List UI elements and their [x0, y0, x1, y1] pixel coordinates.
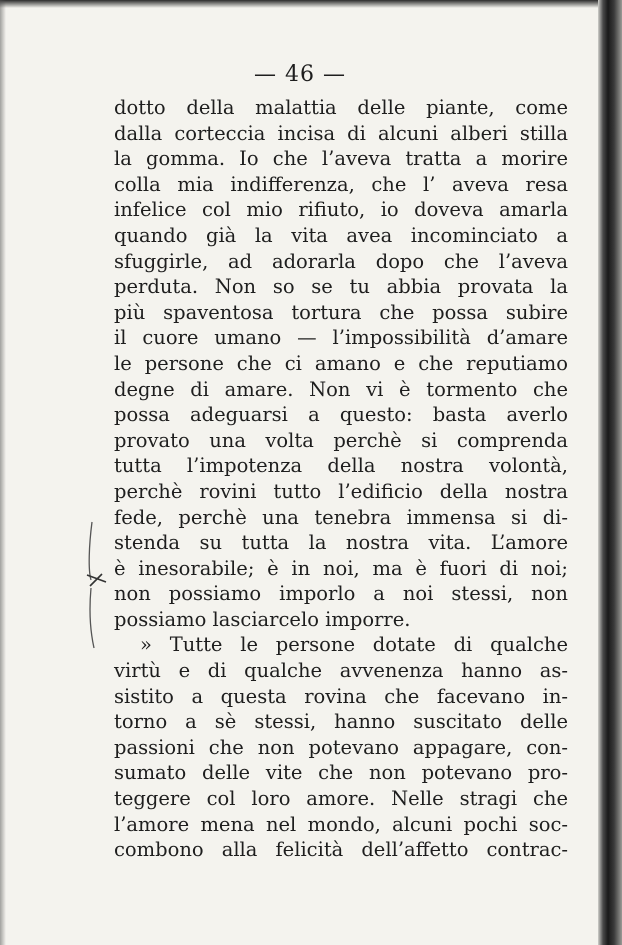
text-line: possiamo lasciarcelo imporre. [114, 607, 411, 631]
text-line: combono alla felicità dell’affetto contrac- [114, 838, 568, 862]
text-line: infelice col mio rifiuto, io doveva amarla [114, 198, 568, 222]
text-line: la gomma. Io che l’aveva tratta a morire [114, 147, 568, 171]
left-edge-shadow [0, 0, 6, 945]
text-line: passioni che non potevano appagare, con- [114, 735, 568, 759]
text-line: sfuggirle, ad adorarla dopo che l’aveva [114, 249, 568, 273]
text-line: torno a sè stessi, hanno suscitato delle [114, 710, 568, 734]
text-line: il cuore umano — l’impossibilità d’amare [114, 326, 568, 350]
text-line: » Tutte le persone dotate di qualche [140, 633, 568, 657]
text-line: stenda su tutta la nostra vita. L’amore [114, 531, 568, 555]
text-line: degne di amare. Non vi è tormento che [114, 377, 568, 401]
text-line: più spaventosa tortura che possa subire [114, 300, 568, 324]
text-line: fede, perchè una tenebra immensa si di- [114, 505, 568, 529]
text-line: perchè rovini tutto l’edificio della nostra [114, 479, 568, 503]
text-line: è inesorabile; è in noi, ma è fuori di noi; [114, 556, 568, 580]
text-line: le persone che ci amano e che reputiamo [114, 351, 568, 375]
text-line: l’amore mena nel mondo, alcuni pochi soc- [114, 812, 568, 836]
text-line: quando già la vita avea incominciato a [114, 223, 568, 247]
text-line: sistito a questa rovina che facevano in- [114, 684, 568, 708]
text-line: tutta l’impotenza della nostra volontà, [114, 454, 568, 478]
page-number: — 46 — [254, 62, 346, 87]
top-edge-shadow [0, 0, 622, 8]
text-line: dalla corteccia incisa di alcuni alberi stilla [114, 121, 568, 145]
text-line: virtù e di qualche avvenenza hanno as- [114, 659, 568, 683]
text-line: teggere col loro amore. Nelle stragi che [114, 787, 568, 811]
text-line: colla mia indifferenza, che l’ aveva resa [114, 172, 568, 196]
text-line: provato una volta perchè si comprenda [114, 428, 568, 452]
text-line: sumato delle vite che non potevano pro- [114, 761, 568, 785]
text-line: non possiamo imporlo a noi stessi, non [114, 582, 568, 606]
pencil-margin-mark [84, 520, 114, 650]
text-line: possa adeguarsi a questo: basta averlo [114, 403, 568, 427]
body-text [114, 95, 568, 863]
book-spine-gutter [598, 0, 622, 945]
text-line: perduta. Non so se tu abbia provata la [114, 275, 568, 299]
text-line: dotto della malattia delle piante, come [114, 96, 568, 119]
